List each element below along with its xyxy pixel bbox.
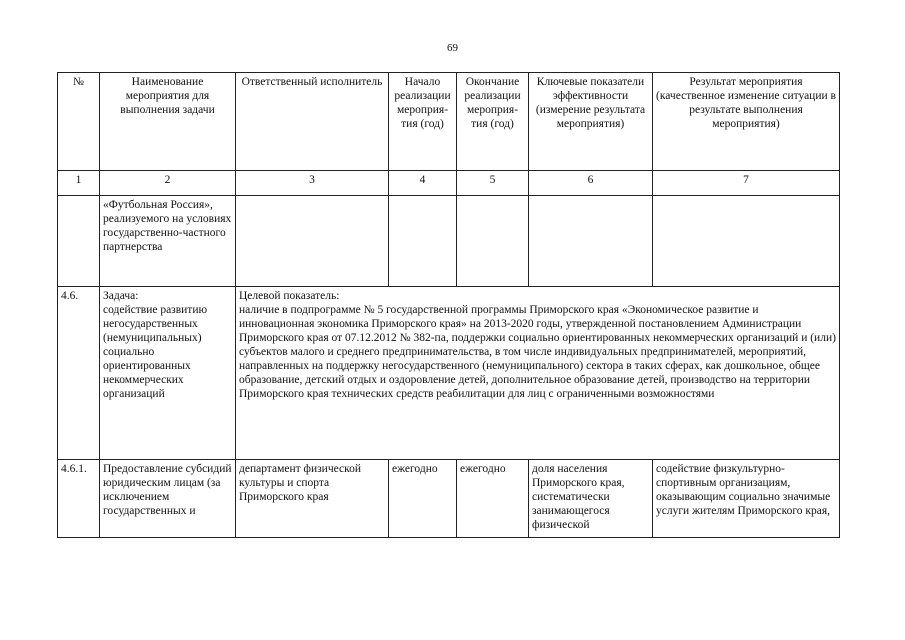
header-result: Результат мероприятия (качественное изменение ситуации в результате выполнения мероприятия) <box>653 73 840 171</box>
cell-number: 4.6.1. <box>58 460 100 538</box>
cell-result: содействие физкультурно-спортивным организациям, оказывающим социально значимые услуги жителям Приморского края, <box>653 460 840 538</box>
cell-end-year <box>457 196 529 287</box>
target-label: Целевой показатель: <box>239 290 340 302</box>
cell-executor: департамент физической культуры и спорта Приморского края <box>236 460 389 538</box>
table-row <box>58 196 840 287</box>
header-executor: Ответственный исполнитель <box>236 73 389 171</box>
column-number: 3 <box>236 171 389 196</box>
cell-measure-name: «Футбольная Россия», реализуемого на условиях государственно-частного партнерства <box>100 196 236 287</box>
column-number: 4 <box>389 171 457 196</box>
task-text: содействие развитию негосударственных (немуниципальных) социально ориентированных некоммерческих организаций <box>103 304 208 400</box>
cell-number <box>58 196 100 287</box>
column-number: 7 <box>653 171 840 196</box>
cell-number: 4.6. <box>58 287 100 460</box>
cell-executor <box>236 196 389 287</box>
column-number: 5 <box>457 171 529 196</box>
header-number: № <box>58 73 100 171</box>
header-row <box>58 73 840 171</box>
page-number: 69 <box>447 42 458 54</box>
table-row <box>58 460 840 538</box>
target-text: наличие в подпрограмме № 5 государственной программы Приморского края «Экономическое развитие и инновационная экономика Приморского края» на 2013-2020 годы, утвержденной постановлением Администрации Приморского края от 07.12.2012 № 382-па, поддержки социально ориентированных некоммерческих организаций и (или) субъектов малого и среднего предпринимательства, в том числе индивидуальных предпринимателей, мероприятий, направленных на поддержку негосударственного (немуниципального) сектора в таких сферах, как дошкольное, общее образование, детский отдых и оздоровление детей, дополнительное образование детей, производство на территории Приморского края технических средств реабилитации для лиц с ограниченными возможностями <box>239 304 836 400</box>
cell-measure-name: Предоставление субсидий юридическим лицам (за исключением государственных и <box>100 460 236 538</box>
cell-key-indicators <box>529 196 653 287</box>
cell-task <box>100 287 236 460</box>
table-row-task <box>58 287 840 460</box>
cell-result <box>653 196 840 287</box>
task-label: Задача: <box>103 290 139 302</box>
column-number: 2 <box>100 171 236 196</box>
header-start-year: Начало реализации мероприя-тия (год) <box>389 73 457 171</box>
header-measure-name: Наименование мероприятия для выполнения задачи <box>100 73 236 171</box>
cell-start-year <box>389 196 457 287</box>
cell-key-indicators: доля населения Приморского края, систематически занимающегося физической <box>529 460 653 538</box>
column-number: 6 <box>529 171 653 196</box>
measures-table <box>57 72 840 538</box>
cell-end-year: ежегодно <box>457 460 529 538</box>
column-numbers-row <box>58 171 840 196</box>
column-number: 1 <box>58 171 100 196</box>
header-key-indicators: Ключевые показатели эффективности (измерение результата мероприятия) <box>529 73 653 171</box>
header-end-year: Окончание реализации мероприя-тия (год) <box>457 73 529 171</box>
cell-target-indicator <box>236 287 840 460</box>
cell-start-year: ежегодно <box>389 460 457 538</box>
